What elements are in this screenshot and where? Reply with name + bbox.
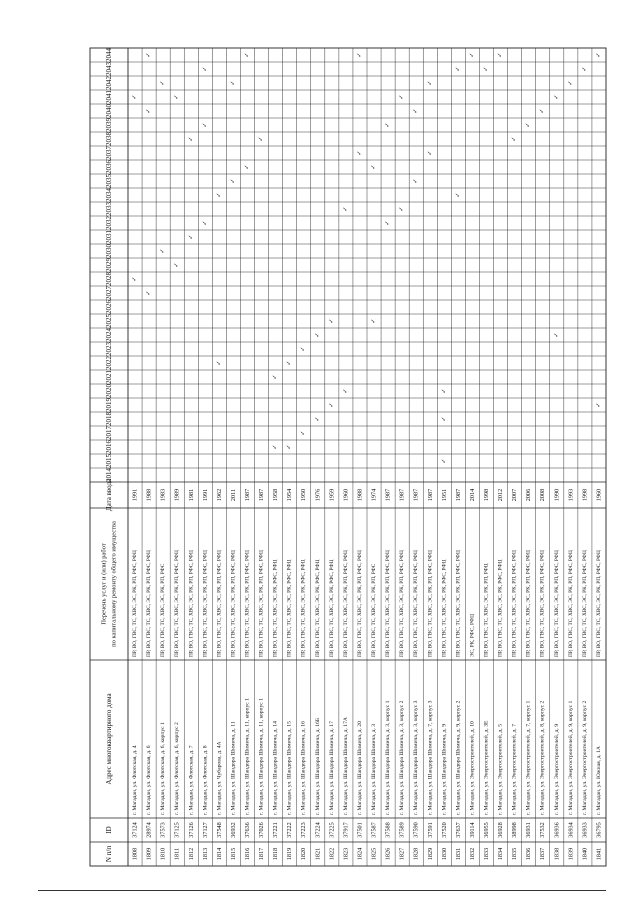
row-id: 36795 bbox=[595, 822, 603, 838]
row-num: 1835 bbox=[511, 847, 519, 861]
row-num: 1836 bbox=[525, 847, 533, 861]
row-works: ПР, ВО, ГВС, ТС, ХВС, ЭС, РК, РП, РФС, РФЦ bbox=[258, 550, 265, 657]
check-mark: ✓ bbox=[202, 122, 209, 128]
row-address: г. Магадан, ул. Энергостроителей, д. 5 bbox=[497, 723, 504, 815]
row-num: 1810 bbox=[159, 847, 167, 861]
row-works: ПР, ВО, ГВС, ТС, ХВС, ЭС, РК, РФС, РФЦ bbox=[314, 559, 321, 657]
row-num: 1814 bbox=[215, 847, 223, 861]
check-mark: ✓ bbox=[413, 108, 420, 114]
header-year-2037: 2037 bbox=[105, 146, 113, 160]
row-date: 1976 bbox=[314, 488, 322, 502]
row-works: ПР, ВО, ГВС, ТС, ХВС, ЭС, РК, РФС, РФЦ bbox=[300, 559, 307, 657]
row-date: 1990 bbox=[553, 488, 561, 502]
check-mark: ✓ bbox=[342, 388, 349, 394]
row-works: ПР, ВО, ГВС, ТС, ХВС, ЭС, РК, РП, РФС, РФЦ bbox=[511, 550, 518, 657]
row-num: 1825 bbox=[370, 847, 378, 861]
row-id: 36933 bbox=[581, 822, 589, 838]
row-num: 1817 bbox=[258, 847, 266, 861]
header-year-2016: 2016 bbox=[105, 440, 113, 454]
check-mark: ✓ bbox=[413, 178, 420, 184]
row-num: 1830 bbox=[440, 847, 448, 861]
header-year-2023: 2023 bbox=[105, 342, 113, 356]
header-year-2014: 2014 bbox=[105, 468, 113, 482]
row-id: 39114 bbox=[468, 822, 476, 838]
row-num: 1837 bbox=[539, 847, 547, 861]
row-address: г. Магадан, ул. Энергостроителей, д. 9, корпус 1 bbox=[567, 700, 574, 815]
header-year-2024: 2024 bbox=[105, 328, 113, 342]
row-address: г. Магадан, ул. Шандора Шимича, д. 7, корпус 3 bbox=[427, 700, 434, 815]
row-num: 1808 bbox=[131, 847, 139, 861]
row-num: 1815 bbox=[229, 847, 237, 861]
row-address: г. Магадан, ул. Энергостроителей, д. 10 bbox=[469, 721, 476, 815]
row-works: ПР, ВО, ГВС, ТС, ХВС, ЭС, РК, РФС, РФЦ bbox=[272, 559, 279, 657]
header-year-2027: 2027 bbox=[105, 286, 113, 300]
check-mark: ✓ bbox=[371, 164, 378, 170]
row-date: 1962 bbox=[215, 488, 223, 502]
row-id: 36934 bbox=[567, 822, 575, 838]
row-works: ПР, ВО, ГВС, ТС, ХВС, ЭС, РК, РФС, РФЦ bbox=[441, 559, 448, 657]
row-address: г. Магадан, ул. Шандора Шимича, д. 9, корпус 2 bbox=[455, 700, 462, 815]
header-year-2039: 2039 bbox=[105, 118, 113, 132]
row-works: ПР, ВО, ГВС, ТС, ХВС, ЭС, РК, РП, РФЦ bbox=[483, 563, 490, 657]
row-id: 28974 bbox=[145, 822, 153, 838]
check-mark: ✓ bbox=[314, 332, 321, 338]
header-year-2022: 2022 bbox=[105, 356, 113, 370]
check-mark: ✓ bbox=[455, 66, 462, 72]
check-mark: ✓ bbox=[567, 80, 574, 86]
check-mark: ✓ bbox=[258, 136, 265, 142]
check-mark: ✓ bbox=[286, 444, 293, 450]
row-id: 36932 bbox=[229, 822, 237, 838]
check-mark: ✓ bbox=[356, 52, 363, 58]
row-date: 1988 bbox=[356, 488, 364, 502]
check-mark: ✓ bbox=[483, 66, 490, 72]
row-num: 1822 bbox=[328, 847, 336, 861]
header-works-line1: Перечень услуг и (или) работ bbox=[100, 543, 108, 625]
row-id: 37501 bbox=[356, 822, 364, 838]
row-id: 37127 bbox=[201, 822, 209, 838]
check-mark: ✓ bbox=[328, 318, 335, 324]
row-works: ПР, ВО, ГВС, ТС, ХВС, ЭС, РК, РП, РФС, РФЦ bbox=[216, 550, 223, 657]
row-date: 1988 bbox=[145, 488, 153, 502]
check-mark: ✓ bbox=[146, 108, 153, 114]
row-id: 36955 bbox=[483, 822, 490, 838]
header-year-2038: 2038 bbox=[105, 132, 113, 146]
check-mark: ✓ bbox=[595, 52, 602, 58]
header-num: N п/п bbox=[105, 845, 113, 863]
row-num: 1841 bbox=[595, 847, 603, 861]
check-mark: ✓ bbox=[230, 178, 237, 184]
row-date: 1983 bbox=[159, 488, 167, 502]
row-address: г. Магадан, ул. Шандора Шимича, д. 3 bbox=[371, 723, 378, 815]
check-mark: ✓ bbox=[160, 248, 167, 254]
header-year-2019: 2019 bbox=[105, 398, 113, 412]
row-address: г. Магадан, ул. Шандора Шимича, д. 9 bbox=[441, 723, 448, 815]
row-id: 37026 bbox=[258, 822, 266, 838]
row-num: 1818 bbox=[272, 847, 280, 861]
check-mark: ✓ bbox=[202, 66, 209, 72]
row-id: 37573 bbox=[159, 822, 167, 838]
check-mark: ✓ bbox=[216, 360, 223, 366]
row-id: 37224 bbox=[314, 822, 322, 838]
row-id: 36931 bbox=[525, 822, 533, 838]
row-address: г. Магадан, ул. Шандора Шимича, д. 17А bbox=[342, 717, 349, 815]
check-mark: ✓ bbox=[399, 94, 406, 100]
row-date: 1981 bbox=[187, 488, 195, 502]
check-mark: ✓ bbox=[399, 206, 406, 212]
check-mark: ✓ bbox=[300, 430, 307, 436]
row-date: 1960 bbox=[342, 488, 350, 502]
row-works: ПР, ВО, ГВС, ТС, ХВС, ЭС, РК, РП, РФС, РФЦ bbox=[188, 550, 195, 657]
check-mark: ✓ bbox=[272, 444, 279, 450]
row-date: 1987 bbox=[244, 488, 251, 502]
row-works: ПР, ВО, ГВС, ТС, ХВС, ЭС, РК, РП, РФС, РФЦ bbox=[230, 550, 237, 657]
check-mark: ✓ bbox=[160, 80, 167, 86]
header-year-2032: 2032 bbox=[105, 216, 113, 230]
row-num: 1826 bbox=[384, 847, 392, 861]
row-num: 1828 bbox=[412, 847, 420, 861]
check-mark: ✓ bbox=[132, 94, 139, 100]
row-address: г. Магадан, ул. Энергостроителей, д. 7 bbox=[511, 723, 518, 815]
check-mark: ✓ bbox=[427, 150, 434, 156]
check-mark: ✓ bbox=[441, 416, 448, 422]
row-id: 37590 bbox=[412, 822, 420, 838]
check-mark: ✓ bbox=[216, 192, 223, 198]
row-address: г. Магадан, ул. Энергостроителей, д. 3Е bbox=[483, 720, 490, 815]
row-works: ПР, ВО, ГВС, ТС, ХВС, ЭС, РК, РФС, РФЦ bbox=[286, 559, 293, 657]
check-mark: ✓ bbox=[385, 122, 392, 128]
check-mark: ✓ bbox=[188, 136, 195, 142]
row-address: г. Магадан, ул. Шандора Шимича, д. 15 bbox=[286, 721, 293, 815]
row-date: 2012 bbox=[497, 488, 505, 502]
header-works-line2: по капитальному ремонту общего имущества bbox=[110, 521, 118, 647]
check-mark: ✓ bbox=[356, 150, 363, 156]
row-works: ПР, ВО, ГВС, ТС, ХВС, ЭС, РК, РП, РФС, РФЦ bbox=[581, 550, 588, 657]
row-num: 1840 bbox=[581, 847, 589, 861]
row-date: 1987 bbox=[412, 488, 420, 502]
row-works: ПР, ВО, ГВС, ТС, ХВС, ЭС, РК, РП, РФС, РФЦ bbox=[342, 550, 349, 657]
header-year-2042: 2042 bbox=[105, 76, 113, 90]
row-works: ПР, ВО, ГВС, ТС, ХВС, ЭС, РК, РП, РФС, РФЦ bbox=[567, 550, 574, 657]
row-num: 1834 bbox=[497, 847, 505, 861]
row-id: 37532 bbox=[539, 822, 547, 838]
header-address: Адрес многоквартирного дома bbox=[105, 693, 113, 785]
header-year-2025: 2025 bbox=[105, 314, 113, 328]
row-works: ПР, ВО, ГВС, ТС, ХВС, ЭС, РК, РП, РФС, РФЦ bbox=[202, 550, 209, 657]
header-id: ID bbox=[105, 826, 113, 834]
row-works: ЭС, РК, РФС, РФЦ bbox=[469, 614, 476, 657]
header-year-2017: 2017 bbox=[105, 426, 113, 440]
check-mark: ✓ bbox=[581, 66, 588, 72]
row-works: ПР, ВО, ГВС, ТС, ХВС, ЭС, РК, РП, РФС, РФЦ bbox=[244, 550, 251, 657]
header-year-2015: 2015 bbox=[105, 454, 113, 468]
check-mark: ✓ bbox=[342, 206, 349, 212]
row-num: 1821 bbox=[314, 847, 322, 861]
row-works: ПР, ВО, ГВС, ТС, ХВС, ЭС, РК, РП, РФС, РФЦ bbox=[553, 550, 560, 657]
check-mark: ✓ bbox=[371, 318, 378, 324]
row-num: 1816 bbox=[244, 847, 251, 861]
row-works: ПР, ВО, ГВС, ТС, ХВС, ЭС, РК, РП, РФС, РФЦ bbox=[525, 550, 532, 657]
row-works: ПР, ВО, ГВС, ТС, ХВС, ЭС, РК, РП, РФС, РФЦ bbox=[427, 550, 434, 657]
row-date: 1960 bbox=[595, 488, 603, 502]
row-address: г. Магадан, ул. Шандора Шимича, д. 20 bbox=[356, 721, 363, 815]
row-address: г. Магадан, ул. Шандора Шимича, д. 3, корпус 3 bbox=[413, 700, 420, 815]
row-date: 1959 bbox=[328, 488, 336, 502]
row-address: г. Магадан, ул. Энергостроителей, д. 9 bbox=[553, 723, 560, 815]
check-mark: ✓ bbox=[146, 290, 153, 296]
check-mark: ✓ bbox=[427, 80, 434, 86]
row-date: 1987 bbox=[426, 488, 434, 502]
header-year-2018: 2018 bbox=[105, 412, 113, 426]
row-id: 36936 bbox=[553, 822, 561, 838]
check-mark: ✓ bbox=[441, 458, 448, 464]
row-id: 37223 bbox=[300, 822, 308, 838]
row-id: 37222 bbox=[286, 822, 294, 838]
check-mark: ✓ bbox=[553, 332, 560, 338]
row-address: г. Магадан, ул. Флотская, д. 6, корпус 1 bbox=[160, 722, 167, 815]
row-date: 1987 bbox=[398, 488, 406, 502]
row-date: 2008 bbox=[539, 488, 547, 502]
header-year-2036: 2036 bbox=[105, 160, 113, 174]
row-address: г. Магадан, ул. Шандора Шимича, д. 16Б bbox=[314, 717, 321, 815]
header-year-2033: 2033 bbox=[105, 202, 113, 216]
row-date: 1998 bbox=[581, 488, 589, 502]
row-works: ПР, ВО, ГВС, ТС, ХВС, ЭС, РК, РП, РФС, РФЦ bbox=[455, 550, 462, 657]
row-id: 37126 bbox=[187, 822, 195, 838]
check-mark: ✓ bbox=[286, 360, 293, 366]
row-works: ПР, ВО, ГВС, ТС, ХВС, ЭС, РК, РП, РФС, РФЦ bbox=[146, 550, 153, 657]
row-id: 37125 bbox=[173, 822, 181, 838]
header-date: Дата ввода bbox=[105, 478, 113, 512]
row-address: г. Магадан, ул. Южная, д. 1А bbox=[595, 746, 602, 815]
row-date: 1991 bbox=[131, 488, 139, 502]
row-num: 1838 bbox=[553, 847, 561, 861]
header-year-2044: 2044 bbox=[105, 48, 113, 62]
row-num: 1812 bbox=[187, 847, 195, 861]
header-year-2020: 2020 bbox=[105, 384, 113, 398]
row-id: 37548 bbox=[215, 822, 223, 838]
check-mark: ✓ bbox=[174, 262, 181, 268]
header-year-2021: 2021 bbox=[105, 370, 113, 384]
row-works: ПР, ВО, ГВС, ТС, ХВС, ЭС, РК, РП, РФС, РФЦ bbox=[356, 550, 363, 657]
row-num: 1811 bbox=[173, 847, 181, 861]
row-works: ПР, ВО, ГВС, ТС, ХВС, ЭС, РК, РП, РФС, РФЦ bbox=[174, 550, 181, 657]
header-year-2030: 2030 bbox=[105, 244, 113, 258]
row-address: г. Магадан, ул. Энергостроителей, д. 8, корпус 2 bbox=[539, 700, 546, 815]
row-num: 1824 bbox=[356, 847, 364, 861]
row-id: 37589 bbox=[398, 822, 406, 838]
page-bottom-rule bbox=[38, 890, 606, 891]
check-mark: ✓ bbox=[469, 52, 476, 58]
row-id: 37636 bbox=[244, 822, 251, 838]
check-mark: ✓ bbox=[525, 122, 532, 128]
row-address: г. Магадан, ул. Шандора Шимича, д. 3, корпус 2 bbox=[399, 700, 406, 815]
row-address: г. Магадан, ул. Флотская, д. 4 bbox=[132, 745, 139, 815]
row-date: 1998 bbox=[483, 488, 490, 502]
row-address: г. Магадан, ул. Флотская, д. 8 bbox=[202, 745, 209, 815]
row-date: 2006 bbox=[525, 488, 533, 502]
check-mark: ✓ bbox=[202, 220, 209, 226]
row-address: г. Магадан, ул. Энергостроителей, д. 9, корпус 2 bbox=[581, 700, 588, 815]
row-num: 1839 bbox=[567, 847, 575, 861]
row-address: г. Магадан, ул. Шандора Шимича, д. 11, корпус 1 bbox=[244, 698, 251, 815]
row-id: 37520 bbox=[440, 822, 448, 838]
row-address: г. Магадан, ул. Флотская, д. 6 bbox=[146, 745, 153, 815]
row-id: 37225 bbox=[328, 822, 336, 838]
row-works: ПР, ВО, ГВС, ТС, ХВС, ЭС, РК, РФС, РФЦ bbox=[328, 559, 335, 657]
row-address: г. Магадан, ул. Чубарова, д. 4А bbox=[216, 741, 223, 815]
check-mark: ✓ bbox=[188, 234, 195, 240]
check-mark: ✓ bbox=[328, 402, 335, 408]
row-id: 37917 bbox=[342, 822, 350, 838]
row-id: 37637 bbox=[454, 822, 462, 838]
row-id: 37124 bbox=[131, 822, 139, 838]
check-mark: ✓ bbox=[230, 80, 237, 86]
check-mark: ✓ bbox=[553, 94, 560, 100]
row-num: 1809 bbox=[145, 847, 153, 861]
check-mark: ✓ bbox=[595, 402, 602, 408]
row-works: ПР, ВО, ГВС, ТС, ХВС, ЭС, РК, РП, РФС, РФЦ bbox=[385, 550, 392, 657]
row-id: 37591 bbox=[426, 822, 434, 838]
check-mark: ✓ bbox=[441, 388, 448, 394]
row-date: 2011 bbox=[229, 488, 237, 502]
row-works: ПР, ВО, ГВС, ТС, ХВС, ЭС, РК, РП, РФС, РФЦ bbox=[132, 550, 139, 657]
check-mark: ✓ bbox=[174, 94, 181, 100]
check-mark: ✓ bbox=[272, 374, 279, 380]
row-num: 1823 bbox=[342, 847, 350, 861]
header-year-2034: 2034 bbox=[105, 188, 113, 202]
row-num: 1832 bbox=[468, 847, 476, 861]
row-works: ПР, ВО, ГВС, ТС, ХВС, ЭС, РК, РП, РФС bbox=[371, 563, 378, 657]
check-mark: ✓ bbox=[314, 416, 321, 422]
row-date: 1987 bbox=[384, 488, 392, 502]
row-works: ПР, ВО, ГВС, ТС, ХВС, ЭС, РК, РП, РФС, РФЦ bbox=[539, 550, 546, 657]
row-address: г. Магадан, ул. Шандора Шимича, д. 16 bbox=[300, 721, 307, 815]
header-year-2028: 2028 bbox=[105, 272, 113, 286]
row-works: ПР, ВО, ГВС, ТС, ХВС, ЭС, РК, РП, РФС bbox=[160, 563, 167, 657]
check-mark: ✓ bbox=[511, 136, 518, 142]
check-mark: ✓ bbox=[132, 276, 139, 282]
check-mark: ✓ bbox=[455, 192, 462, 198]
header-year-2031: 2031 bbox=[105, 230, 113, 244]
check-mark: ✓ bbox=[244, 52, 251, 58]
header-year-2040: 2040 bbox=[105, 104, 113, 118]
row-date: 1958 bbox=[272, 488, 280, 502]
row-works: ПР, ВО, ГВС, ТС, ХВС, ЭС, РК, РП, РФС, РФЦ bbox=[595, 550, 602, 657]
check-mark: ✓ bbox=[146, 52, 153, 58]
row-id: 38998 bbox=[511, 822, 519, 838]
row-date: 2014 bbox=[468, 488, 476, 502]
row-date: 2007 bbox=[511, 488, 519, 502]
row-address: г. Магадан, ул. Шандора Шимича, д. 11, корпус 1 bbox=[258, 698, 265, 815]
row-num: 1831 bbox=[454, 847, 462, 861]
header-year-2035: 2035 bbox=[105, 174, 113, 188]
row-works: ПР, ВО, ГВС, ТС, ХВС, ЭС, РК, РП, РФС, РФЦ bbox=[413, 550, 420, 657]
row-date: 1989 bbox=[173, 488, 181, 502]
row-address: г. Магадан, ул. Энергостроителей, д. 7, корпус 1 bbox=[525, 700, 532, 815]
row-num: 1813 bbox=[201, 847, 209, 861]
row-id: 37588 bbox=[384, 822, 392, 838]
row-address: г. Магадан, ул. Шандора Шимича, д. 3, корпус 1 bbox=[385, 700, 392, 815]
row-date: 1991 bbox=[201, 488, 209, 502]
row-num: 1829 bbox=[426, 847, 434, 861]
row-num: 1819 bbox=[286, 847, 294, 861]
check-mark: ✓ bbox=[497, 52, 504, 58]
header-year-2041: 2041 bbox=[105, 90, 113, 104]
row-works: ПР, ВО, ГВС, ТС, ХВС, ЭС, РК, РП, РФС, РФЦ bbox=[399, 550, 406, 657]
row-num: 1827 bbox=[398, 847, 406, 861]
row-date: 1951 bbox=[440, 488, 448, 502]
row-num: 1820 bbox=[300, 847, 308, 861]
row-id: 36928 bbox=[497, 822, 505, 838]
row-num: 1833 bbox=[483, 847, 490, 861]
check-mark: ✓ bbox=[539, 108, 546, 114]
row-date: 1987 bbox=[454, 488, 462, 502]
check-mark: ✓ bbox=[300, 346, 307, 352]
row-address: г. Магадан, ул. Флотская, д. 6, корпус 2 bbox=[174, 722, 181, 815]
header-year-2043: 2043 bbox=[105, 62, 113, 76]
row-address: г. Магадан, ул. Шандора Шимича, д. 11 bbox=[230, 721, 237, 815]
row-date: 1974 bbox=[370, 488, 378, 502]
row-date: 1950 bbox=[300, 488, 308, 502]
header-year-2029: 2029 bbox=[105, 258, 113, 272]
row-date: 1993 bbox=[567, 488, 575, 502]
row-id: 37221 bbox=[272, 822, 280, 838]
row-id: 37587 bbox=[370, 822, 378, 838]
row-address: г. Магадан, ул. Шандора Шимича, д. 14 bbox=[272, 721, 279, 815]
check-mark: ✓ bbox=[244, 164, 251, 170]
row-date: 1954 bbox=[286, 488, 294, 502]
row-address: г. Магадан, ул. Шандора Шимича, д. 17 bbox=[328, 721, 335, 815]
row-address: г. Магадан, ул. Флотская, д. 7 bbox=[188, 745, 195, 815]
row-works: ПР, ВО, ГВС, ТС, ХВС, ЭС, РК, РФС, РФЦ bbox=[497, 559, 504, 657]
header-year-2026: 2026 bbox=[105, 300, 113, 314]
row-date: 1987 bbox=[258, 488, 266, 502]
check-mark: ✓ bbox=[385, 220, 392, 226]
